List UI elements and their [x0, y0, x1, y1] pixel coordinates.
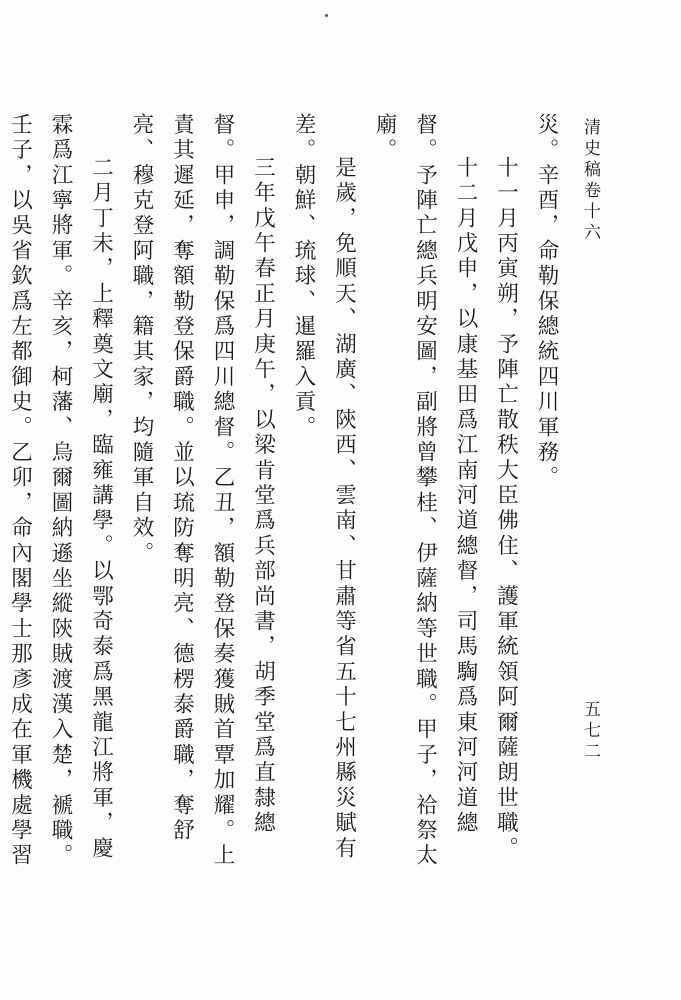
paragraph-1: 災。辛酉，命勒保總統四川軍務。: [534, 113, 559, 491]
page-number: 五七二: [580, 700, 600, 763]
paragraph-6: 二月丁未，上釋奠文廟，臨雍講學。以鄂奇泰爲黑龍江將軍，慶霖爲江寧將軍。辛亥，柯藩、烏爾圖納遜坐縱陝賊渡漢入楚，褫職。壬子，以吳省欽爲左都御史。乙卯，命內閣學士那彥成在軍機處學習: [7, 113, 114, 869]
scan-speck: [325, 14, 328, 17]
book-title: 清史稿卷十六: [580, 118, 600, 244]
paragraph-4: 是歲，免順天、湖廣、陝西、雲南、甘肅等省五十七州縣災賦有差。朝鮮、琉球、暹羅入貢。: [291, 113, 357, 862]
main-text-column: [7, 113, 566, 883]
paragraph-2: 十一月丙寅朔，予陣亡散秩大臣佛住、護軍統領阿爾薩朗世職。: [493, 156, 519, 862]
paragraph-3: 十二月戊申，以康基田爲江南河道總督，司馬騊爲東河河道總督。予陣亡總兵明安圖，副將曾攀桂、伊薩納等世職。甲子，祫祭太廟。: [372, 113, 478, 869]
paragraph-5: 三年戊午春正月庚午，以梁肯堂爲兵部尚書，胡季堂爲直隸總督。甲申，調勒保爲四川總督。乙丑，額勒登保奏獲賊首覃加耀。上責其遲延，奪額勒登保爵職。並以琉防奪明亮、德楞泰爵職，奪舒亮、穆克登阿職，籍其家，均隨軍自效。: [129, 113, 276, 869]
